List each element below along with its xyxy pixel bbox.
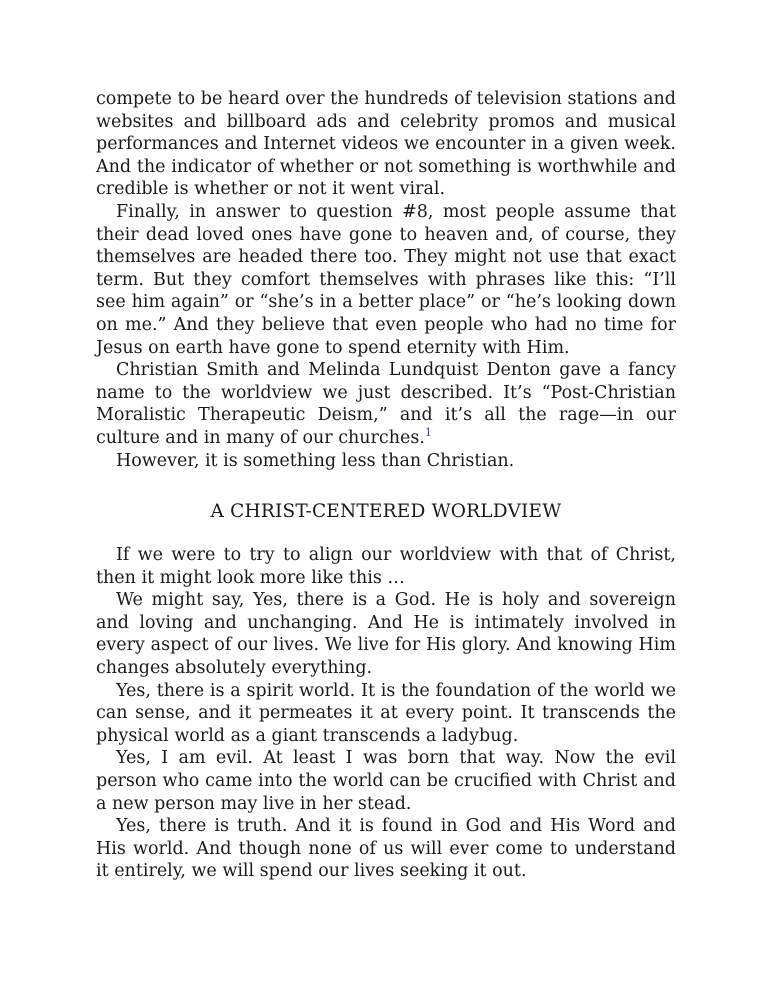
- book-page: [96, 88, 676, 883]
- paragraph-less-than-christian: However, it is something less than Christian.: [116, 450, 515, 471]
- section-heading: A CHRIST-CENTERED WORLDVIEW: [210, 501, 562, 523]
- paragraph-worldview-name: [96, 359, 676, 449]
- paragraph-there-is-truth: Yes, there is truth. And it is found in God and His Word and His world. And though none of us will ever come to understand it entirely, we will spend our lives seeking it out.: [96, 816, 676, 882]
- paragraph-worldview-text: Christian Smith and Melinda Lundquist Denton gave a fancy name to the worldview we just described. It’s “Post-Christian Moralistic Therapeutic Deism,” and it’s all the rage—in our culture and in many of our churches.: [96, 360, 676, 448]
- paragraph-spirit-world: Yes, there is a spirit world. It is the foundation of the world we can sense, and it permeates it at every point. It transcends the physical world as a giant transcends a ladybug.: [96, 680, 676, 746]
- paragraph-question-8: Finally, in answer to question #8, most people assume that their dead loved ones have gone to heaven and, of course, they themselves are headed there too. They might not use that exact term. But they comfort themselves with phrases like this: “I’ll see him again” or “she’s in a better place” or “he’s looking down on me.” And they believe that even people who had no time for Jesus on earth have gone to spend eternity with Him.: [96, 201, 676, 358]
- paragraph-continued: compete to be heard over the hundreds of television stations and websites and billboard ads and celebrity promos and musical performances and Internet videos we encounter in a given week. And the indicator of whether or not something is worthwhile and credible is whether or not it went viral.: [96, 89, 676, 200]
- footnote-link[interactable]: 1: [424, 426, 432, 440]
- paragraph-there-is-a-god: We might say, Yes, there is a God. He is holy and sovereign and loving and unchanging. And He is intimately involved in every aspect of our lives. We live for His glory. And knowing Him changes absolutely everything.: [96, 590, 676, 679]
- paragraph-i-am-evil: Yes, I am evil. At least I was born that way. Now the evil person who came into the world can be crucified with Christ and a new person may live in her stead.: [96, 748, 676, 814]
- paragraph-align-worldview: If we were to try to align our worldview with that of Christ, then it might look more like this …: [96, 545, 676, 588]
